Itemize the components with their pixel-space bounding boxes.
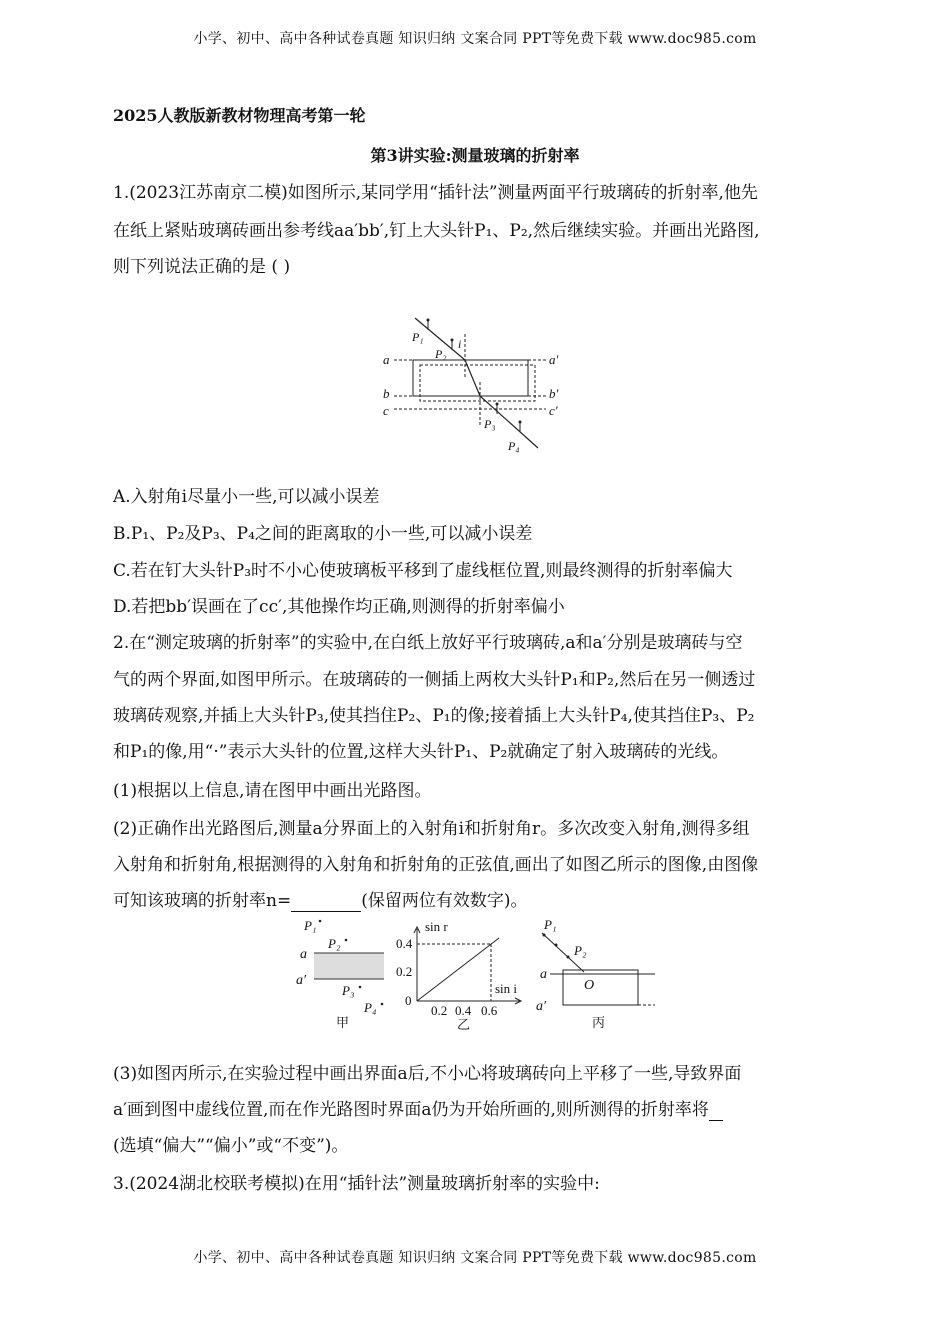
- label-o: O: [584, 978, 595, 993]
- answer-blank-refraction[interactable]: [709, 1100, 723, 1121]
- caption-bing: 丙: [592, 1015, 606, 1030]
- origin-label: 0: [405, 993, 412, 1008]
- y-axis-label: sin r: [425, 919, 448, 934]
- y-tick: 0.4: [396, 936, 413, 951]
- q2-part3-line: [113, 1095, 723, 1121]
- section-title: 第3讲实验:测量玻璃的折射率: [370, 146, 580, 165]
- label-p4: P₄: [364, 1000, 377, 1015]
- figure-jia: [290, 915, 413, 1030]
- page-footer: 小学、初中、高中各种试卷真题 知识归纳 文案合同 PPT等免费下载 www.doc985.com: [193, 1250, 757, 1266]
- page-header: 小学、初中、高中各种试卷真题 知识归纳 文案合同 PPT等免费下载 www.doc985.com: [193, 31, 757, 47]
- label-c: c: [383, 403, 389, 418]
- q2-line: 2.在“测定玻璃的折射率”的实验中,在白纸上放好平行玻璃砖,a和a′分别是玻璃砖与空: [113, 633, 743, 653]
- label-p3: P₃: [484, 417, 496, 431]
- label-p2: P₂: [574, 943, 587, 958]
- q2-part2-tail: (保留两位有效数字)。: [361, 891, 528, 911]
- label-a-prime: a′: [296, 973, 307, 988]
- q3-line: 3.(2024湖北校联考模拟)在用“插针法”测量玻璃折射率的实验中:: [113, 1174, 600, 1194]
- q2-line: 气的两个界面,如图甲所示。在玻璃砖的一侧插上两枚大头针P₁和P₂,然后在另一侧透过: [113, 670, 756, 690]
- document-title: 2025人教版新教材物理高考第一轮: [113, 106, 366, 125]
- caption-yi: 乙: [457, 1017, 471, 1030]
- label-p1: P₁: [544, 917, 557, 932]
- label-p1: P₁: [412, 330, 424, 344]
- q1-figure: [380, 312, 580, 458]
- x-tick: 0.6: [481, 1003, 498, 1018]
- label-p2: P₂: [328, 936, 341, 951]
- q2-part2-line: 入射角和折射角,根据测得的入射角和折射角的正弦值,画出了如图乙所示的图像,由图像: [113, 855, 759, 875]
- label-p2: P₂: [435, 347, 447, 361]
- x-tick: 0.2: [431, 1003, 448, 1018]
- label-p3: P₃: [342, 983, 355, 998]
- option-c: C.若在钉大头针P₃时不小心使玻璃板平移到了虚线框位置,则最终测得的折射率偏大: [113, 561, 733, 581]
- label-b-prime: b′: [549, 386, 559, 401]
- figure-yi: [395, 915, 530, 1030]
- q2-line: 和P₁的像,用“·”表示大头针的位置,这样大头针P₁、P₂就确定了射入玻璃砖的光线。: [113, 742, 729, 762]
- q2-part1: (1)根据以上信息,请在图甲中画出光路图。: [113, 781, 432, 801]
- label-a-prime: a′: [536, 999, 547, 1014]
- label-p4: P₄: [508, 439, 520, 453]
- label-b: b: [383, 386, 390, 401]
- option-a: A.入射角i尽量小一些,可以减小误差: [113, 487, 380, 507]
- q2-part3-text: a′画到图中虚线位置,而在作光路图时界面a仍为开始所画的,则所测得的折射率将: [113, 1100, 709, 1120]
- label-p1: P₁: [304, 918, 317, 933]
- label-i: i: [458, 337, 462, 351]
- label-c-prime: c′: [549, 403, 558, 418]
- x-tick: 0.4: [455, 1003, 472, 1018]
- q2-part2-text: 可知该玻璃的折射率n=: [113, 891, 292, 911]
- x-axis-label: sin i: [495, 981, 518, 996]
- q1-line: 1.(2023江苏南京二模)如图所示,某同学用“插针法”测量两面平行玻璃砖的折射率,他先: [113, 183, 758, 203]
- q1-line: 在纸上紧贴玻璃砖画出参考线aa′bb′,钉上大头针P₁、P₂,然后继续实验。并画出光路图,: [113, 221, 760, 241]
- label-a-prime: a′: [549, 352, 559, 367]
- answer-blank-n[interactable]: [291, 891, 361, 912]
- q2-part3-line: (3)如图丙所示,在实验过程中画出界面a后,不小心将玻璃砖向上平移了一些,导致界面: [113, 1064, 742, 1084]
- q2-part2-line: [113, 886, 527, 912]
- q2-part3-line: (选填“偏大”“偏小”或“不变”)。: [113, 1136, 349, 1156]
- q2-line: 玻璃砖观察,并插上大头针P₃,使其挡住P₂、P₁的像;接着插上大头针P₄,使其挡住P₃、P₂: [113, 706, 755, 726]
- q1-line: 则下列说法正确的是 ( ): [113, 257, 291, 277]
- label-a: a: [383, 352, 390, 367]
- option-b: B.P₁、P₂及P₃、P₄之间的距离取的小一些,可以减小误差: [113, 524, 533, 544]
- y-tick: 0.2: [396, 964, 413, 979]
- label-a: a: [300, 947, 307, 962]
- figure-bing: [532, 915, 672, 1030]
- option-d: D.若把bb′误画在了cc′,其他操作均正确,则测得的折射率偏小: [113, 597, 565, 617]
- label-a: a: [540, 967, 547, 982]
- caption-jia: 甲: [336, 1015, 350, 1030]
- q2-part2-line: (2)正确作出光路图后,测量a分界面上的入射角i和折射角r。多次改变入射角,测得多组: [113, 819, 750, 839]
